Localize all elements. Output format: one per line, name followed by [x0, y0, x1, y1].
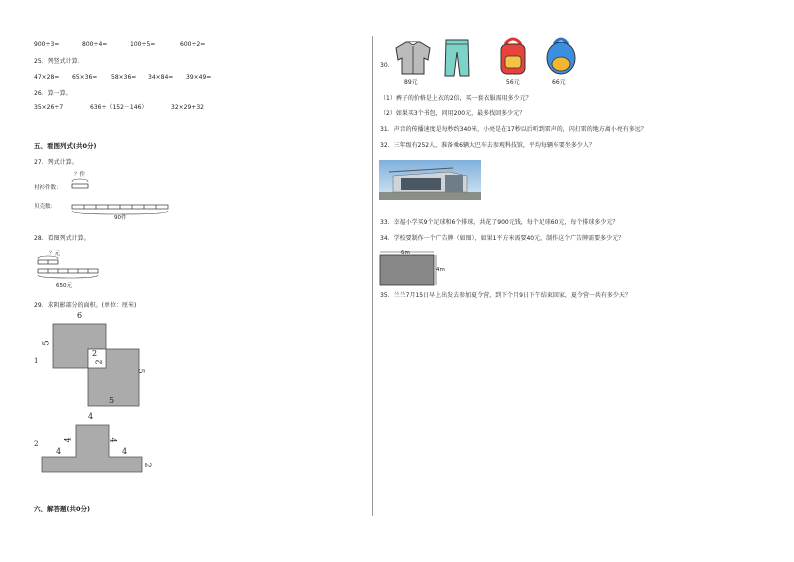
q28-bar-diagram — [34, 256, 114, 282]
seg-bottom-label: 90件 — [114, 215, 127, 221]
question-34: 34．学校要制作一个广告牌（如图），如果1平方米需要40元，制作这个广告牌需要多少元？ — [380, 235, 625, 242]
question-30: 30． — [380, 62, 394, 69]
billboard-height-label: 4m — [436, 267, 445, 273]
expr: 47×28= — [34, 74, 60, 81]
expr: 900÷3= — [34, 41, 60, 48]
expr: 800÷4= — [82, 41, 108, 48]
expr: 65×36= — [72, 74, 98, 81]
fig1-bottom-dim: 5 — [109, 396, 115, 405]
expr: 100÷5= — [130, 41, 156, 48]
price-blue-backpack: 66元 — [552, 79, 566, 86]
fig2-side-dim: 2 — [143, 462, 153, 468]
fig2-left-vert-dim: 4 — [63, 437, 73, 443]
expr: 34×84= — [148, 74, 174, 81]
question-26: 26．算一算。 — [34, 90, 72, 97]
seg-row2-label: 贝壳数： — [34, 204, 57, 210]
fig1-top-dim: 6 — [77, 311, 83, 320]
brace-bottom — [38, 275, 98, 278]
section-6-heading: 六、解答题(共0分) — [34, 505, 90, 513]
q28-bottom-label: 650元 — [56, 283, 72, 289]
section-5-heading: 五、看图列式(共0分) — [34, 142, 97, 150]
fig1-mid-dim-1: 2 — [92, 349, 98, 358]
question-33: 33．幸福小学买9个足球和6个排球，共花了900元钱，每个足球60元，每个排球多少元？ — [380, 219, 619, 226]
price-jacket: 89元 — [404, 79, 418, 86]
question-35: 35．兰兰7月15日早上出发去参加夏令营，到下个月9日下午结束回家，夏令营一共有多少天？ — [380, 292, 631, 299]
brace-top — [38, 256, 58, 259]
expr: 58×36= — [111, 74, 137, 81]
fig1-mid-dim-2: 2 — [94, 359, 104, 365]
question-30-2: （2）如果买3个书包，问用200元，最多找回多少元？ — [380, 110, 526, 117]
expr: 32×29+32 — [171, 104, 204, 111]
shirt-bar — [72, 184, 88, 188]
pants-icon — [443, 38, 471, 78]
seg-row1-label: 衬衫件数： — [34, 185, 62, 191]
question-29: 29．求阴影部分的面积。(单位：厘米) — [34, 302, 137, 309]
question-28: 28．看图列式计算。 — [34, 235, 90, 242]
q28-top-label: ？元 — [49, 251, 61, 257]
red-backpack-icon — [495, 36, 531, 76]
fig2-number: 2 — [34, 440, 39, 448]
brace-top — [72, 179, 88, 182]
fig2-right-bottom-dim: 4 — [122, 447, 128, 456]
fig1-left-dim: 5 — [41, 340, 51, 346]
expr: 39×49= — [186, 74, 212, 81]
question-31: 31．声音的传播速度是每秒约340米，小亮是在17秒以后听到雷声的，闪打雷的地方离小亮有多远？ — [380, 126, 647, 133]
billboard-width-label: 6m — [401, 250, 410, 256]
billboard-rect — [380, 255, 434, 285]
question-32: 32．三年级有252人，准备乘6辆大巴车去参观科技馆，平均每辆车要坐多少人？ — [380, 142, 595, 149]
fig2-left-bottom-dim: 4 — [56, 447, 62, 456]
fig2-right-vert-dim: 4 — [108, 437, 118, 443]
price-red-backpack: 56元 — [506, 79, 520, 86]
expr: 600÷2= — [180, 41, 206, 48]
fig1-number: 1 — [34, 357, 39, 365]
expr: 636÷（152－146） — [90, 104, 148, 111]
question-27: 27．列式计算。 — [34, 159, 78, 166]
blue-backpack-icon — [543, 36, 579, 76]
science-museum-photo — [379, 160, 481, 200]
question-25: 25．列竖式计算． — [34, 58, 84, 65]
shell-bar — [72, 205, 168, 209]
expr: 35×26÷7 — [34, 104, 64, 111]
fig1-right-dim: 5 — [136, 368, 146, 374]
fig2-top-dim: 4 — [88, 412, 94, 421]
question-30-1: （1）裤子的价格是上衣的2倍，买一套衣服需用多少元？ — [380, 95, 532, 102]
column-divider — [372, 36, 373, 516]
seg-top-label: ？件 — [74, 172, 86, 178]
jacket-icon — [394, 38, 432, 76]
